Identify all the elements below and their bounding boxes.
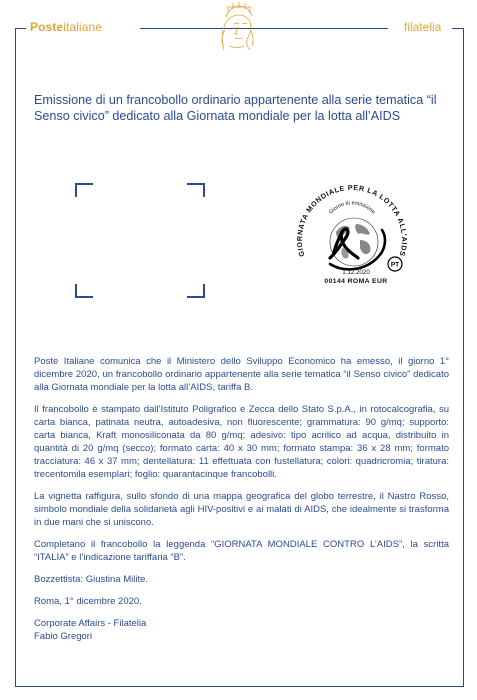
paragraph: La vignetta raffigura, sullo sfondo di una mappa geografica del globo terrestre, il Nastro Rosso, simbolo mondiale della solidarietà agli HIV-positivi e ai malati di AIDS, che idealmente si trasforma in due mani che si uniscono. [34,491,449,528]
signature-department: Corporate Affairs - Filatelia [34,618,147,629]
paragraph: Poste Italiane comunica che il Ministero dello Sviluppo Economico ha emesso, il giorno 1° dicembre 2020, un francobollo ordinario appartenente alla serie tematica “il Senso civico” dedicato alla Giornata mondiale per la lotta all’AIDS, tariffa B. [34,356,449,393]
italia-head-emblem [206,0,268,52]
postmark-location: 00144 ROMA EUR [324,278,388,285]
brand-bold: Poste [30,20,64,34]
brand-logo [30,20,102,34]
pt-badge [388,257,402,271]
paragraph: Il francobollo è stampato dall’Istituto Poligrafico e Zecca dello Stato S.p.A., in rotocalcografia, su carta bianca, patinata neutra, autoadesiva, non fluorescente; grammatura: 90 g/mq; supporto: carta bianca, Kraft monosiliconata da 80 g/mq; adesivo: tipo acrilico ad acqua, distribuito in quantità di 20 g/mq (secco); formato carta: 40 x 30 mm; formato stampa: 36 x 28 mm; formato tracciatura: 46 x 37 mm; dentellatura: 11 effettuata con fustellatura; colori: quadricromia; tiratura: trecentomila esemplari; foglio: quarantacinque francobolli. [34,404,449,480]
first-day-postmark [290,182,414,294]
frame-left [15,28,16,686]
svg-text:PT: PT [390,261,400,269]
frame-bottom [15,686,464,687]
document-title: Emissione di un francobollo ordinario appartenente alla serie tematica “il Senso civico” dedicato alla Giornata mondiale per la lotta all’AIDS [34,93,437,123]
paragraph: Completano il francobollo la leggenda “GIORNATA MONDIALE CONTRO L’AIDS”, la scritta “ITALIA” e l’indicazione tariffaria “B”. [34,539,449,563]
postmark-ring-text: GIORNATA MONDIALE PER LA LOTTA ALL'AIDS [294,182,410,258]
press-release-body [34,355,449,643]
frame-right [463,28,464,686]
postmark-date: 1.12.2020 [342,269,370,276]
designer-credit: Bozzettista: Giustina Milite. [34,574,149,585]
frame-top-left [15,28,26,29]
stamp-frame-corner-top-right [187,183,205,197]
section-label: filatelia [404,20,442,34]
brand-light: italiane [63,20,103,34]
signature-name: Fabio Gregori [34,631,93,642]
stamp-frame-corner-bottom-right [187,284,205,298]
place-date: Roma, 1° dicembre 2020. [34,596,142,607]
stamp-frame-corner-top-left [75,183,93,197]
postmark-inner-text: Giorno di emissione [327,200,377,216]
stamp-frame-corner-bottom-left [75,284,93,298]
